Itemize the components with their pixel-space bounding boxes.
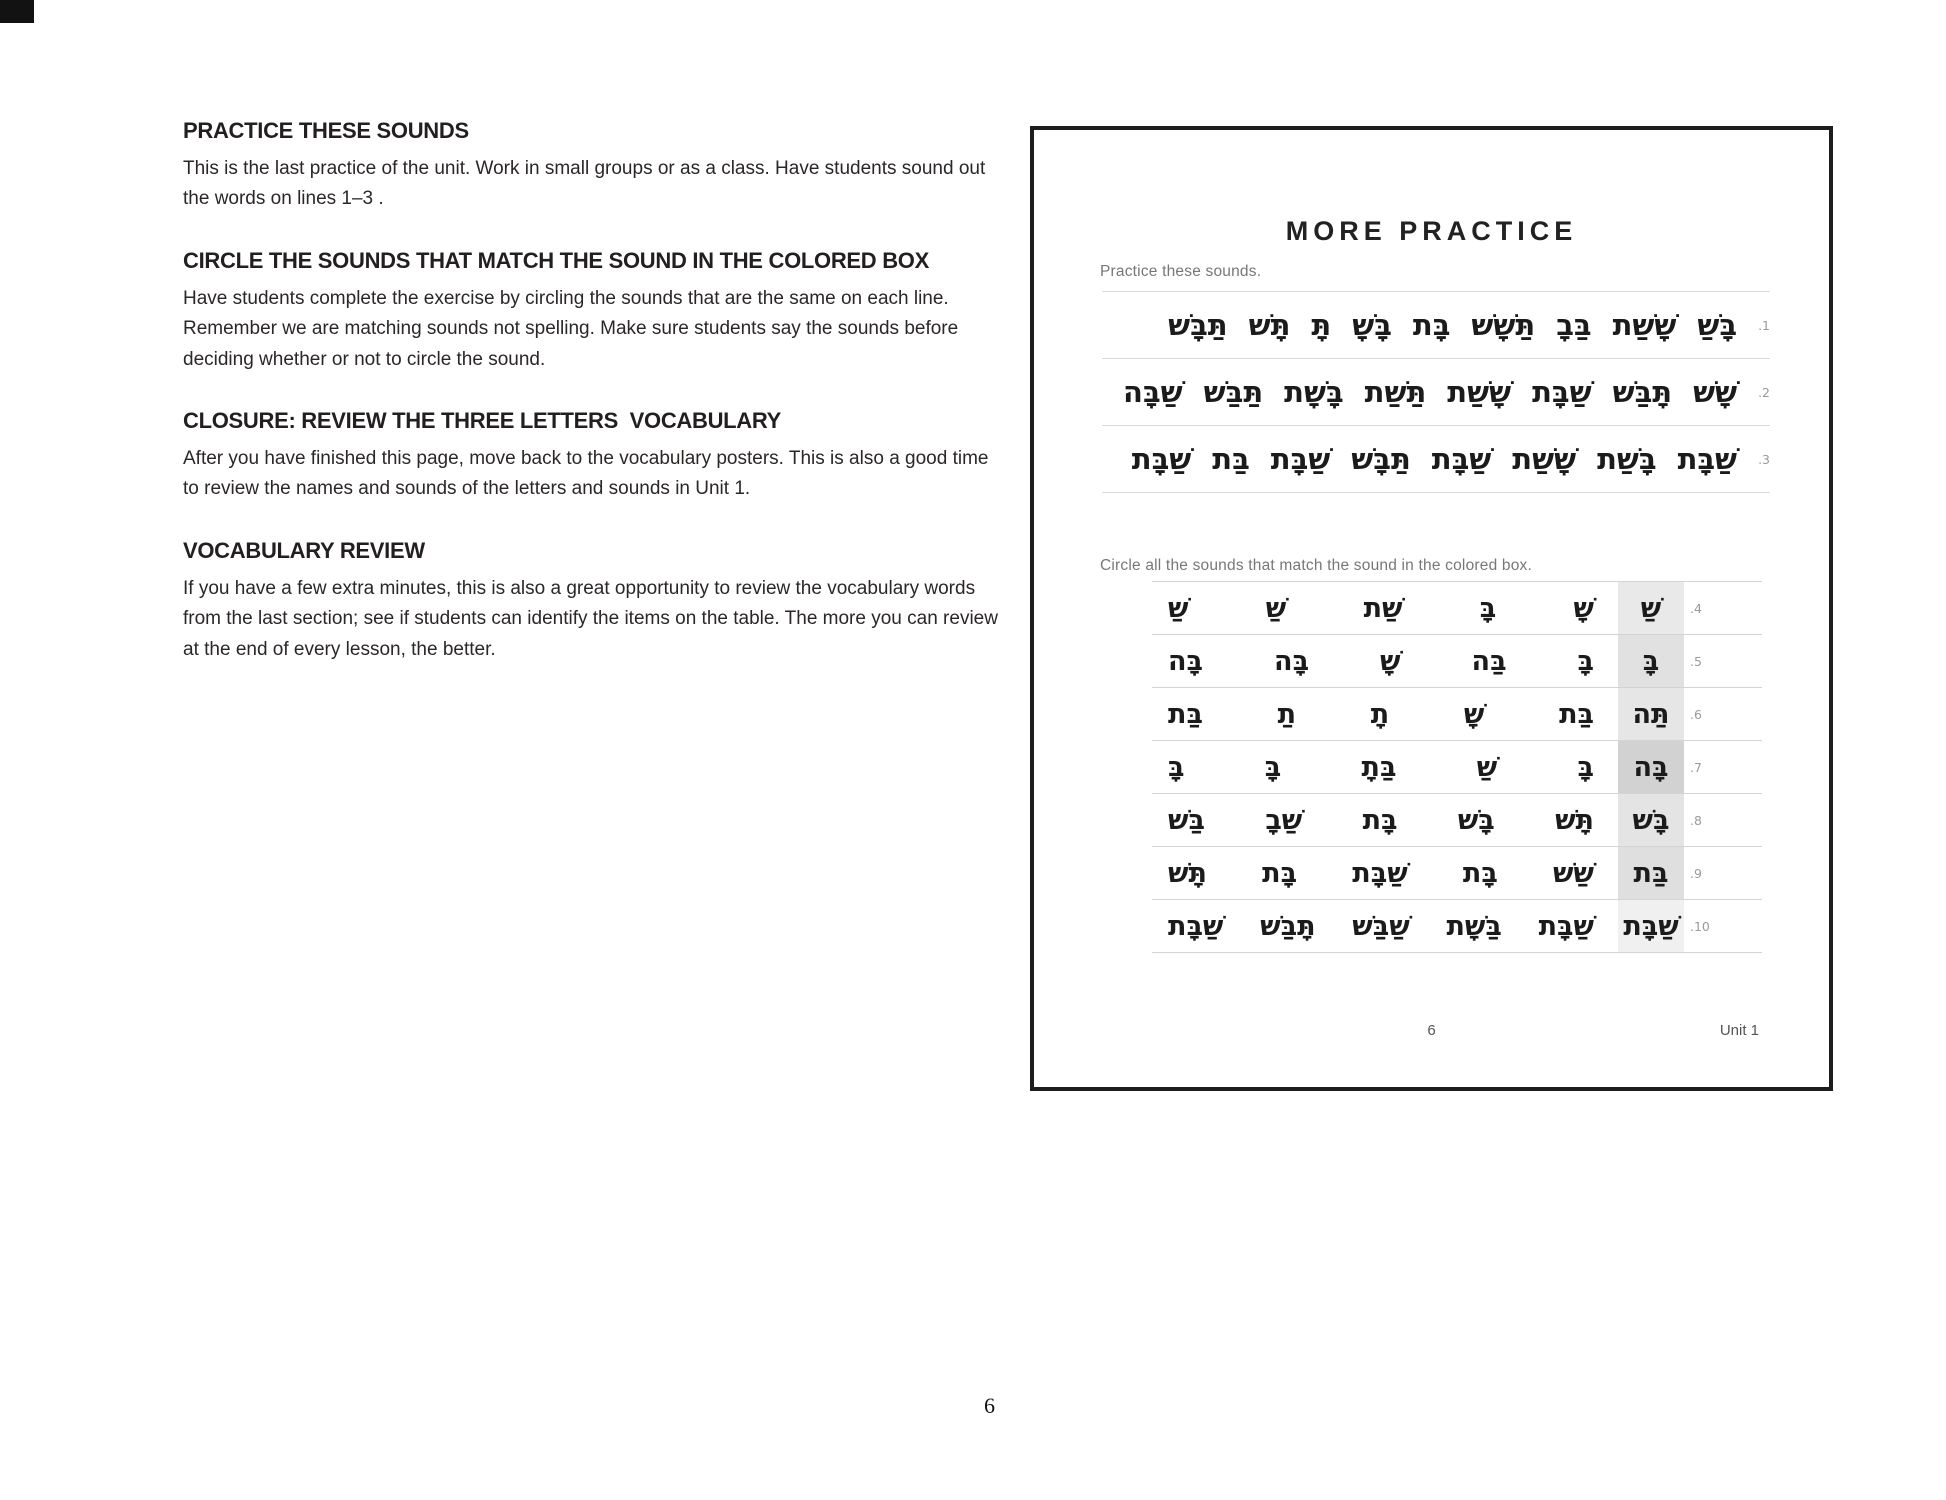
circle-item: תָּשׁ xyxy=(1555,804,1594,836)
circle-item: בָּת xyxy=(1462,857,1498,889)
circle-item: שָׁ xyxy=(1380,645,1401,677)
circle-rows-table xyxy=(1152,581,1762,953)
practice-instruction: Practice these sounds. xyxy=(1100,263,1262,280)
circle-item: תַ xyxy=(1277,698,1297,730)
guide-paragraph: After you have finished this page, move back to the vocabulary posters. This is also a good time to review the names and sounds of the letters and sounds in Unit 1. xyxy=(183,447,994,500)
target-sound-cell: בָּשׁ xyxy=(1618,794,1684,846)
hebrew-word: שַׁבָּת xyxy=(1270,441,1331,476)
target-sound-cell: בָּה xyxy=(1618,741,1684,793)
circle-item: בָּ xyxy=(1168,751,1185,783)
circle-item: בַּת xyxy=(1559,698,1594,730)
row-number: .9 xyxy=(1690,865,1702,881)
hebrew-word: שַׁבָּה xyxy=(1123,374,1183,409)
circle-item: שַׁת xyxy=(1363,592,1403,624)
practice-row-2 xyxy=(1102,359,1770,426)
circle-item: בָּ xyxy=(1264,751,1282,783)
hebrew-word: שַׁבָּת xyxy=(1677,441,1738,476)
circle-item: בָּת xyxy=(1362,804,1398,836)
circle-items xyxy=(1152,688,1618,740)
circle-item: תָּבַּשׁ xyxy=(1260,910,1316,942)
hebrew-word: בָּשַׁ xyxy=(1697,307,1738,342)
hebrew-word: בָּת xyxy=(1412,307,1451,342)
hebrew-word: תַּבָּשׁ xyxy=(1168,307,1228,342)
guide-heading: CIRCLE THE SOUNDS THAT MATCH THE SOUND IN THE COLORED BOX xyxy=(183,247,929,273)
hebrew-word: שַׁבָּת xyxy=(1532,374,1592,409)
circle-item: בָּ xyxy=(1577,645,1594,677)
corner-mark xyxy=(0,0,34,23)
target-sound-cell: שַׁבָּת xyxy=(1618,900,1684,952)
practice-row-3 xyxy=(1102,426,1770,493)
row-number: .5 xyxy=(1690,653,1702,669)
circle-items xyxy=(1152,582,1618,634)
circle-item: שַׁבָּת xyxy=(1168,910,1224,942)
circle-row-7 xyxy=(1152,741,1762,794)
practice-row-1 xyxy=(1102,292,1770,359)
row-number: .1 xyxy=(1758,317,1770,333)
circle-item: בָּשׁ xyxy=(1457,804,1495,836)
circle-row-9 xyxy=(1152,847,1762,900)
guide-heading: CLOSURE: REVIEW THE THREE LETTERS VOCABULARY xyxy=(183,407,782,433)
worksheet-page xyxy=(1030,126,1833,1091)
hebrew-word: תַּשַׁת xyxy=(1364,374,1427,409)
circle-item: בַּה xyxy=(1471,645,1507,677)
guide-paragraph: Have students complete the exercise by circling the sounds that are the same on each line. Remember we are matching sounds not spelling. Make sure students say the sounds before deciding whether or not to circle the sound. xyxy=(183,287,964,370)
unit-label: Unit 1 xyxy=(1719,1022,1759,1039)
hebrew-word: בָּשָׁ xyxy=(1352,307,1392,342)
hebrew-word: תָּשׁ xyxy=(1248,307,1291,342)
circle-item: שַׁ xyxy=(1168,592,1189,624)
guide-section-practice xyxy=(183,118,1005,215)
row-number: .8 xyxy=(1690,812,1702,828)
target-sound-cell: בָּ xyxy=(1618,635,1684,687)
circle-item: בַּשָׁת xyxy=(1446,910,1502,942)
circle-item: בָּ xyxy=(1479,592,1497,624)
circle-items xyxy=(1152,900,1618,952)
target-sound-cell: שַׁ xyxy=(1618,582,1684,634)
hebrew-word: תָּבַּשׁ xyxy=(1612,374,1673,409)
circle-items xyxy=(1152,794,1618,846)
circle-items xyxy=(1152,847,1618,899)
circle-instruction: Circle all the sounds that match the sound in the colored box. xyxy=(1100,557,1533,574)
hebrew-word: בַּבָ xyxy=(1556,307,1592,342)
hebrew-word: שַׁבָּת xyxy=(1131,441,1192,476)
circle-items xyxy=(1152,741,1618,793)
circle-item: בַּת xyxy=(1168,698,1203,730)
circle-item: שַׁ xyxy=(1476,751,1498,783)
circle-item: בָּה xyxy=(1274,645,1310,677)
circle-item: שַׁבַּשׁ xyxy=(1352,910,1410,942)
hebrew-word: בַּת xyxy=(1212,441,1250,476)
circle-item: בַּתָ xyxy=(1361,751,1397,783)
worksheet-page-number: 6 xyxy=(1427,1022,1436,1039)
circle-row-6 xyxy=(1152,688,1762,741)
circle-item: שַׁבָּת xyxy=(1538,910,1594,942)
guide-section-closure xyxy=(183,408,1005,505)
row-number: .7 xyxy=(1690,759,1702,775)
circle-items xyxy=(1152,635,1618,687)
row-number: .6 xyxy=(1690,706,1702,722)
worksheet-title: MORE PRACTICE xyxy=(1285,216,1578,246)
circle-item: שַׁבָּת xyxy=(1352,857,1408,889)
row-number: .10 xyxy=(1690,918,1710,934)
hebrew-word: שָׁשַׁת xyxy=(1447,374,1512,409)
hebrew-word: שַׁבָּת xyxy=(1431,441,1492,476)
guide-heading: PRACTICE THESE SOUNDS xyxy=(183,118,469,143)
hebrew-word: תַּבַּשׁ xyxy=(1203,374,1264,409)
circle-item: שָׁ xyxy=(1463,698,1485,730)
row-number: .2 xyxy=(1758,384,1770,400)
circle-item: שָׁ xyxy=(1573,592,1594,624)
teacher-guide-column xyxy=(183,118,1005,665)
circle-row-10 xyxy=(1152,900,1762,953)
circle-item: שַׁ xyxy=(1265,592,1287,624)
hebrew-word: תָּ xyxy=(1311,307,1332,342)
page-number: 6 xyxy=(984,1393,995,1418)
hebrew-word: שָׁשַׁת xyxy=(1612,307,1677,342)
hebrew-word: בָּשַׁת xyxy=(1597,441,1657,476)
circle-item: בַּשׁ xyxy=(1168,804,1205,836)
row-number: .4 xyxy=(1690,600,1702,616)
guide-section-vocabulary xyxy=(183,538,1005,665)
guide-section-circle xyxy=(183,248,1005,375)
circle-item: תָּשׁ xyxy=(1168,857,1207,889)
hebrew-word: תַּשָׁשׁ xyxy=(1471,307,1536,342)
circle-item: בָּה xyxy=(1168,645,1204,677)
circle-item: שַׁשׁ xyxy=(1553,857,1594,889)
hebrew-word: בָּשָׁת xyxy=(1284,374,1344,409)
circle-item: שַׁבָ xyxy=(1265,804,1303,836)
hebrew-word: שָׁשַׁת xyxy=(1512,441,1577,476)
circle-item: תָ xyxy=(1370,698,1390,730)
target-sound-cell: בַּת xyxy=(1618,847,1684,899)
circle-item: בָּ xyxy=(1577,751,1594,783)
guide-heading: VOCABULARY REVIEW xyxy=(183,537,425,563)
guide-paragraph: This is the last practice of the unit. Work in small groups or as a class. Have students sound out the words on lines 1–3 . xyxy=(183,158,991,210)
circle-item: בָּת xyxy=(1262,857,1298,889)
practice-rows-table xyxy=(1102,291,1770,493)
circle-row-8 xyxy=(1152,794,1762,847)
row-number: .3 xyxy=(1758,451,1770,467)
target-sound-cell: תַּה xyxy=(1618,688,1684,740)
hebrew-word: שָׁשׁ xyxy=(1693,374,1738,409)
circle-row-4 xyxy=(1152,582,1762,635)
circle-row-5 xyxy=(1152,635,1762,688)
guide-paragraph: If you have a few extra minutes, this is also a great opportunity to review the vocabulary words from the last section; see if students can identify the items on the table. The more you can review at the end of every lesson, the better. xyxy=(183,577,1004,660)
hebrew-word: תַּבָּשׁ xyxy=(1351,441,1411,476)
